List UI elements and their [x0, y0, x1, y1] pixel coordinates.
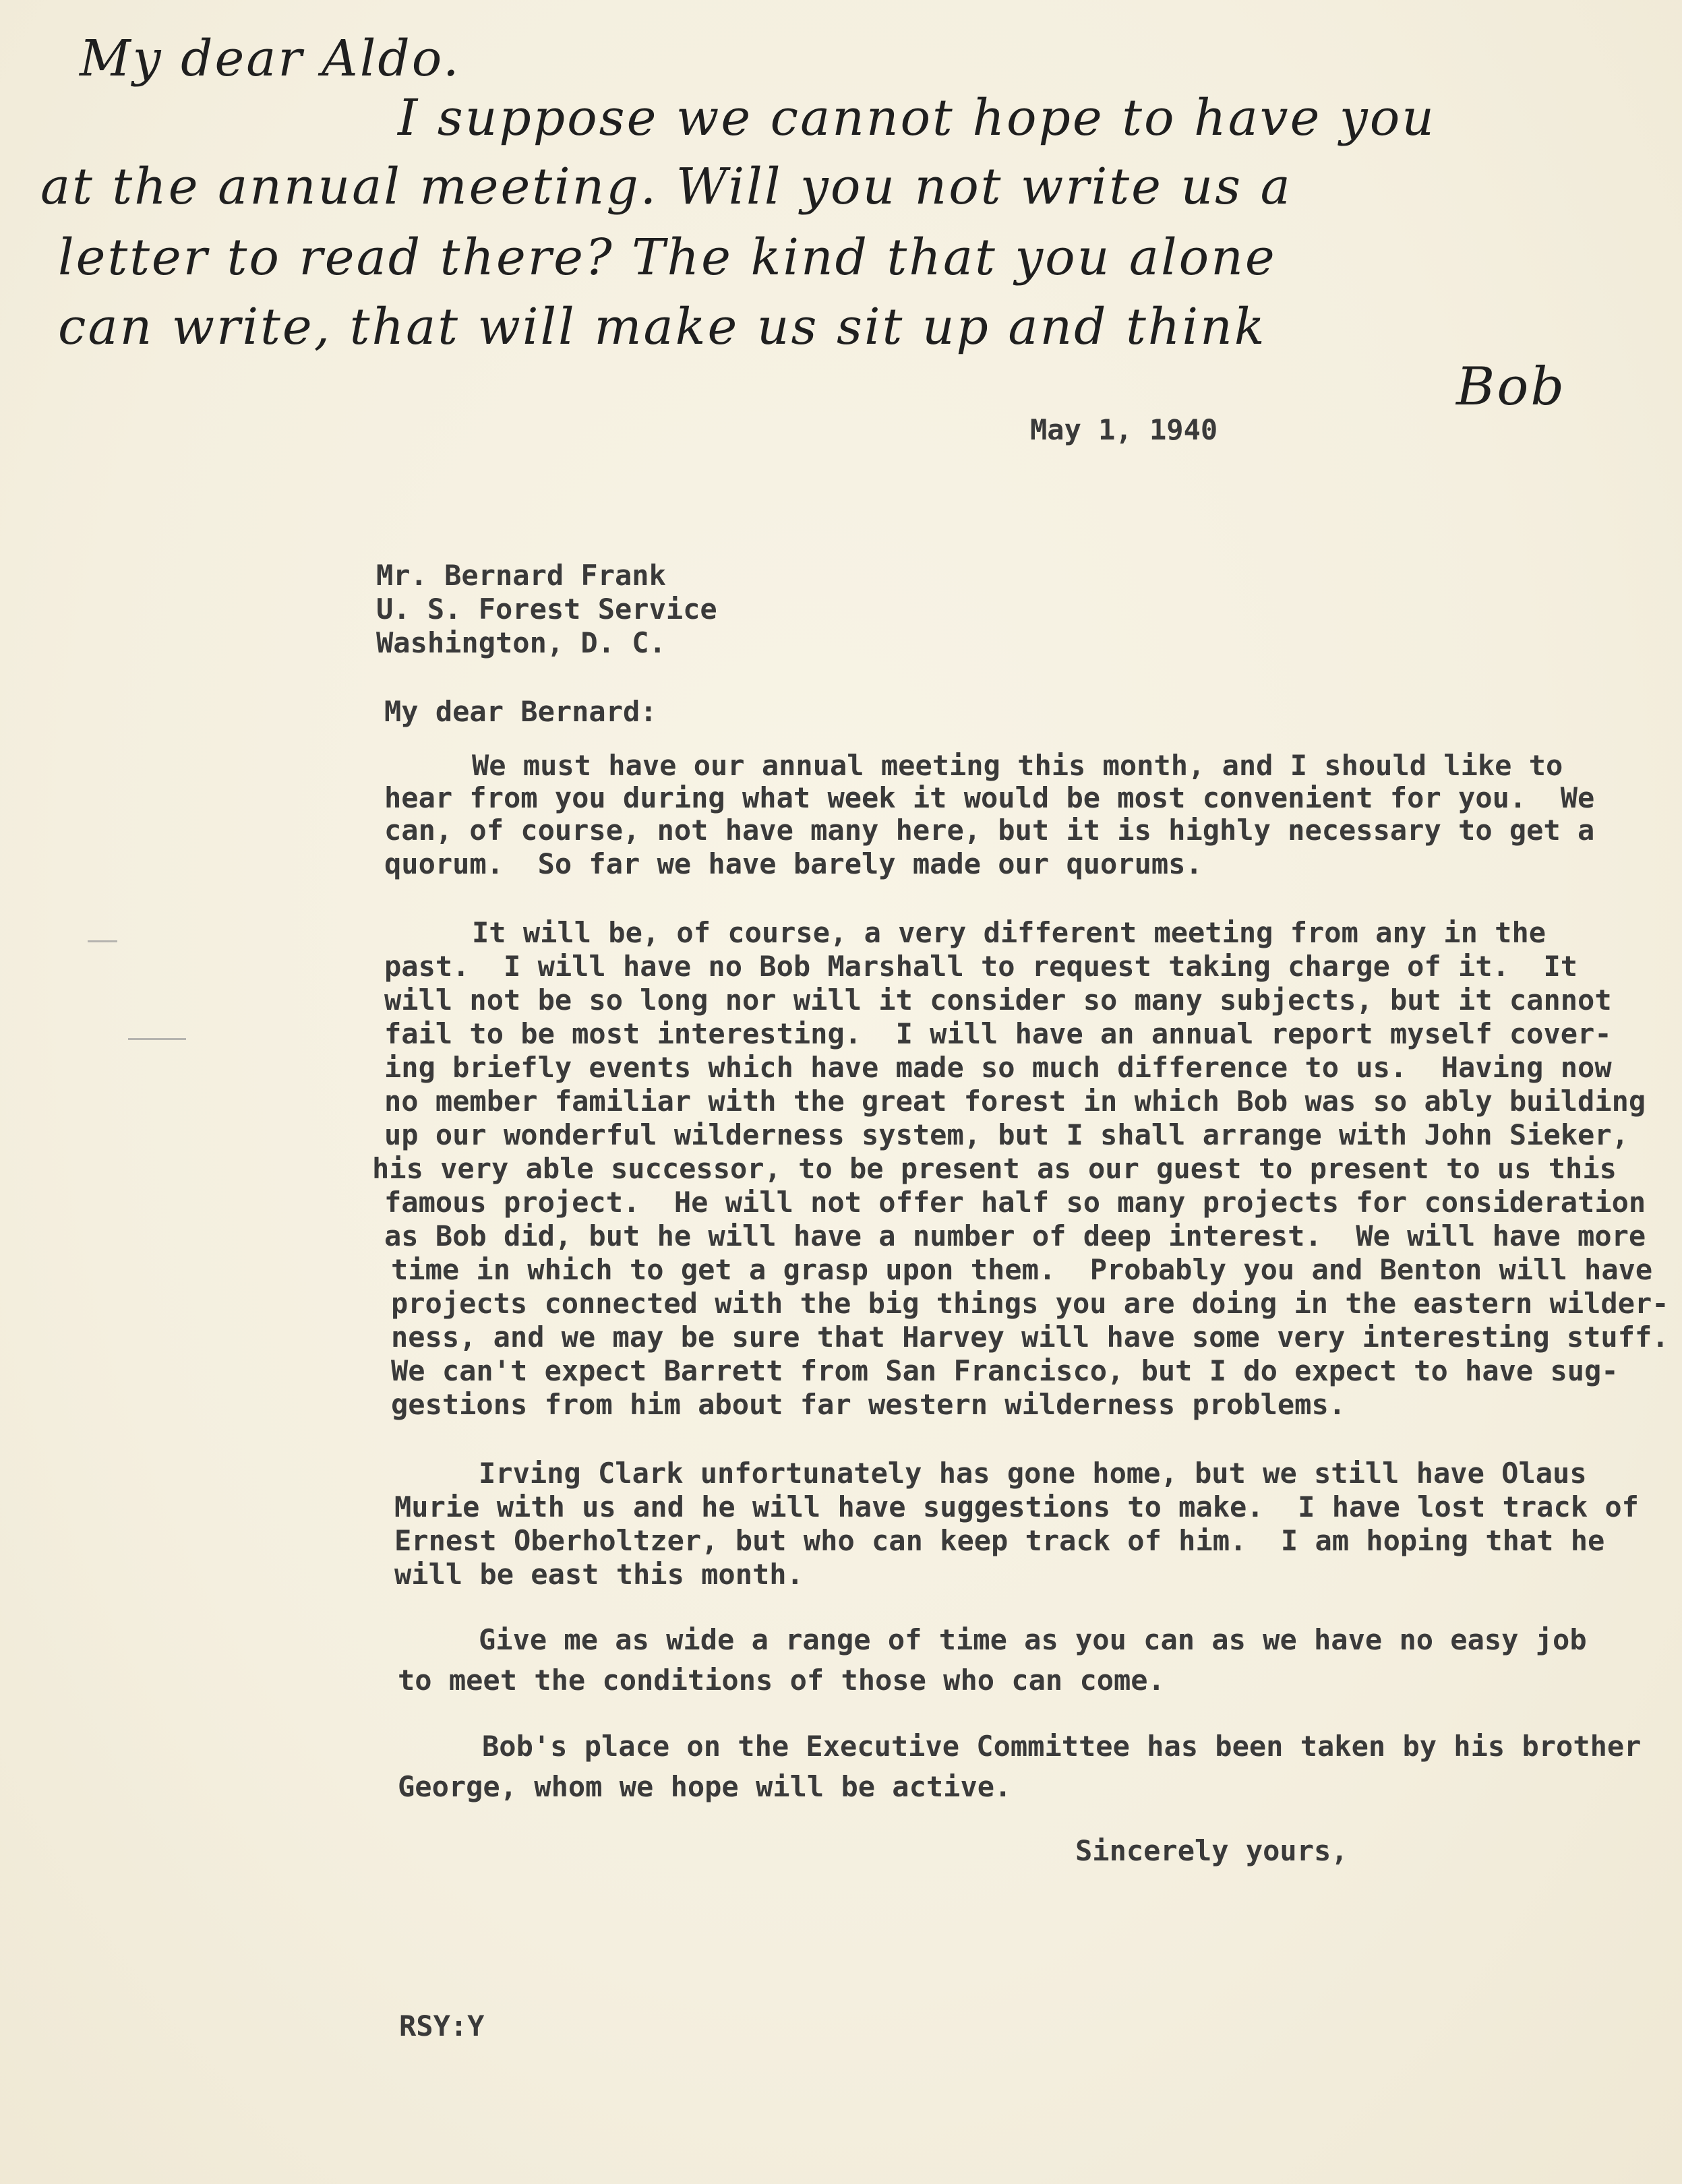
- body-line: Ernest Oberholtzer, but who can keep track of him. I am hoping that he: [394, 1524, 1605, 1557]
- body-line: to meet the conditions of those who can come.: [398, 1664, 1165, 1697]
- handwritten-line: My dear Aldo.: [80, 30, 461, 88]
- recipient-line: Mr. Bernard Frank: [376, 559, 666, 592]
- body-line: famous project. He will not offer half so many projects for consideration: [384, 1186, 1646, 1219]
- body-line: George, whom we hope will be active.: [398, 1770, 1012, 1803]
- recipient-line: Washington, D. C.: [376, 626, 666, 659]
- body-line: Bob's place on the Executive Committee has been taken by his brother: [482, 1730, 1642, 1763]
- typist-initials: RSY:Y: [399, 2009, 485, 2042]
- body-line: fail to be most interesting. I will have an annual report myself cover-: [384, 1017, 1612, 1050]
- body-line: Irving Clark unfortunately has gone home, but we still have Olaus: [479, 1457, 1587, 1490]
- body-line: as Bob did, but he will have a number of deep interest. We will have more: [384, 1219, 1646, 1252]
- recipient-line: U. S. Forest Service: [376, 593, 717, 626]
- closing: Sincerely yours,: [1075, 1834, 1348, 1867]
- body-line: will not be so long nor will it consider so many subjects, but it cannot: [384, 983, 1612, 1017]
- body-line: Give me as wide a range of time as you can as we have no easy job: [479, 1623, 1587, 1656]
- letter-date: May 1, 1940: [1030, 413, 1218, 446]
- handwritten-line: can write, that will make us sit up and think: [58, 298, 1267, 356]
- body-line: quorum. So far we have barely made our quorums.: [384, 847, 1203, 880]
- body-line: projects connected with the big things you are doing in the eastern wilder-: [391, 1287, 1669, 1320]
- body-line: gestions from him about far western wilderness problems.: [391, 1388, 1346, 1421]
- body-line: will be east this month.: [394, 1558, 804, 1591]
- body-line: It will be, of course, a very different meeting from any in the: [472, 916, 1546, 949]
- handwritten-signature: Bob: [1456, 357, 1567, 417]
- body-line: can, of course, not have many here, but it is highly necessary to get a: [384, 814, 1595, 847]
- body-line: ing briefly events which have made so much difference to us. Having now: [384, 1051, 1612, 1084]
- handwritten-line: at the annual meeting. Will you not write us a: [40, 158, 1292, 216]
- body-line: Murie with us and he will have suggestions to make. I have lost track of: [394, 1490, 1639, 1523]
- salutation: My dear Bernard:: [384, 695, 657, 728]
- body-line: no member familiar with the great forest in which Bob was so ably building: [384, 1085, 1646, 1118]
- body-line: his very able successor, to be present as our guest to present to us this: [372, 1152, 1617, 1185]
- handwritten-line: letter to read there? The kind that you alone: [58, 229, 1277, 286]
- body-line: ness, and we may be sure that Harvey will have some very interesting stuff.: [391, 1321, 1669, 1354]
- margin-mark: [88, 940, 117, 942]
- body-line: up our wonderful wilderness system, but I shall arrange with John Sieker,: [384, 1118, 1629, 1151]
- margin-mark: [128, 1038, 186, 1040]
- body-line: We must have our annual meeting this month, and I should like to: [472, 749, 1563, 782]
- body-line: past. I will have no Bob Marshall to request taking charge of it. It: [384, 950, 1578, 983]
- handwritten-line: I suppose we cannot hope to have you: [398, 89, 1436, 147]
- body-line: hear from you during what week it would be most convenient for you. We: [384, 781, 1595, 814]
- body-line: time in which to get a grasp upon them. Probably you and Benton will have: [391, 1253, 1653, 1286]
- body-line: We can't expect Barrett from San Francisco, but I do expect to have sug-: [391, 1354, 1619, 1387]
